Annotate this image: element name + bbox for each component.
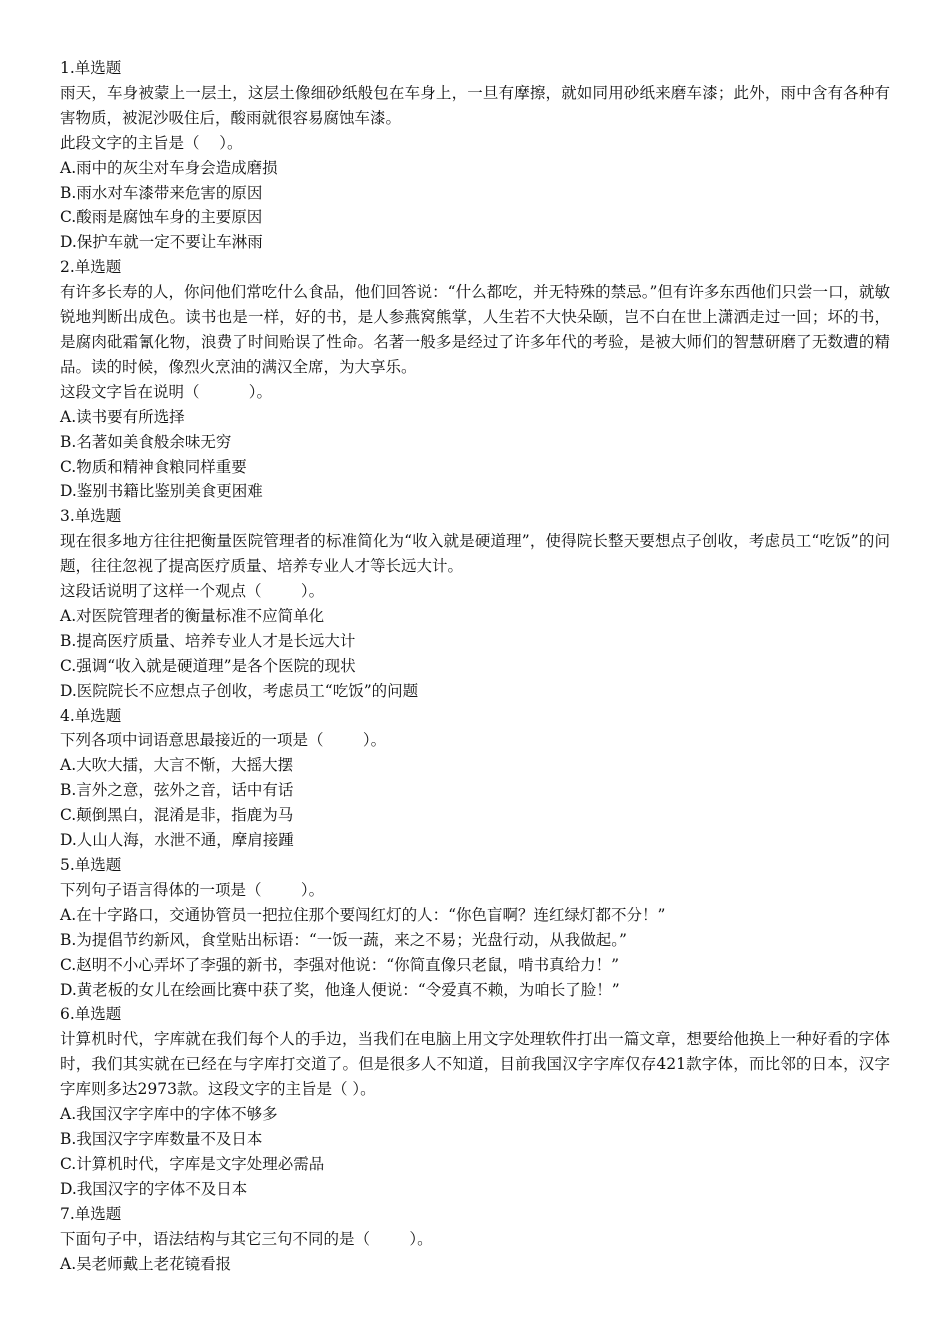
option-a: A.大吹大擂，大言不惭，大摇大摆 (60, 756, 294, 775)
option-a: A.对医院管理者的衡量标准不应简单化 (60, 606, 325, 625)
question-passage: 计算机时代，字库就在我们每个人的手边，当我们在电脑上用文字处理软件打出一篇文章，想要给他换上一种好看的字体时，我们其实就在已经在与字库打交道了。但是很多人不知道，目前我国汉字字库仅存421款字体，而比邻的日本，汉字字库则多达2973款。这段文字的主旨是（ ）。 (60, 1030, 890, 1099)
question-prompt: 下列句子语言得体的一项是（ ）。 (60, 880, 325, 899)
option-d: D.黄老板的女儿在绘画比赛中获了奖，他逢人便说：“令爱真不赖，为咱长了脸！” (60, 980, 620, 999)
option-c: C.酸雨是腐蚀车身的主要原因 (60, 208, 263, 227)
question-header: 4.单选题 (60, 706, 122, 725)
option-c: C.物质和精神食粮同样重要 (60, 457, 247, 476)
question-header: 3.单选题 (60, 507, 122, 526)
option-b: B.言外之意，弦外之音，话中有话 (60, 781, 294, 800)
question-header: 1.单选题 (60, 59, 122, 77)
option-a: A.读书要有所选择 (60, 407, 185, 426)
question-4 (60, 704, 890, 853)
question-header: 7.单选题 (60, 1204, 122, 1223)
question-header: 5.单选题 (60, 856, 122, 874)
question-prompt: 下列各项中词语意思最接近的一项是（ ）。 (60, 731, 387, 750)
option-d: D.人山人海，水泄不通，摩肩接踵 (60, 831, 294, 850)
option-c: C.赵明不小心弄坏了李强的新书，李强对他说：“你简直像只老鼠，啃书真给力！” (60, 955, 620, 974)
question-passage: 有许多长寿的人，你问他们常吃什么食品，他们回答说：“什么都吃，并无特殊的禁忌。”但有许多东西他们只尝一口，就敏锐地判断出成色。读书也是一样，好的书，是人参燕窝熊掌，人生若不大快朵颐，岂不白在世上潇洒走过一回；坏的书，是腐肉砒霜氰化物，浪费了时间贻误了性命。名著一般多是经过了许多年代的考验，是被大师们的智慧研磨了无数遭的精品。读的时候，像烈火烹油的满汉全席，为大享乐。 (60, 283, 890, 376)
option-b: B.雨水对车漆带来危害的原因 (60, 183, 263, 202)
question-5 (60, 853, 890, 1002)
option-c: C.强调“收入就是硬道理”是各个医院的现状 (60, 656, 356, 675)
question-7 (60, 1202, 890, 1277)
option-a: A.在十字路口，交通协管员一把拉住那个要闯红灯的人：“你色盲啊？连红绿灯都不分！” (60, 905, 666, 924)
option-b: B.我国汉字字库数量不及日本 (60, 1129, 263, 1148)
exam-page (60, 56, 890, 1276)
question-header: 6.单选题 (60, 1005, 122, 1024)
question-prompt: 此段文字的主旨是（ ）。 (60, 133, 243, 152)
question-prompt: 下面句子中，语法结构与其它三句不同的是（ ）。 (60, 1229, 433, 1248)
option-d: D.我国汉字的字体不及日本 (60, 1179, 248, 1198)
question-6 (60, 1002, 890, 1201)
option-d: D.鉴别书籍比鉴别美食更困难 (60, 482, 263, 501)
option-a: A.雨中的灰尘对车身会造成磨损 (60, 158, 278, 177)
option-c: C.计算机时代，字库是文字处理必需品 (60, 1154, 325, 1173)
question-prompt: 这段文字旨在说明（ ）。 (60, 382, 273, 401)
question-3 (60, 504, 890, 703)
option-a: A.吴老师戴上老花镜看报 (60, 1254, 232, 1273)
option-c: C.颠倒黑白，混淆是非，指鹿为马 (60, 806, 294, 825)
question-prompt: 这段话说明了这样一个观点（ ）。 (60, 582, 325, 601)
option-b: B.为提倡节约新风，食堂贴出标语：“一饭一蔬，来之不易；光盘行动，从我做起。” (60, 930, 627, 949)
option-b: B.名著如美食般余味无穷 (60, 432, 232, 451)
question-2 (60, 255, 890, 504)
option-b: B.提高医疗质量、培养专业人才是长远大计 (60, 631, 356, 650)
question-1 (60, 56, 890, 255)
question-passage: 现在很多地方往往把衡量医院管理者的标准简化为“收入就是硬道理”，使得院长整天要想点子创收，考虑员工“吃饭”的问题，往往忽视了提高医疗质量、培养专业人才等长远大计。 (60, 532, 890, 576)
option-d: D.保护车就一定不要让车淋雨 (60, 233, 263, 252)
option-d: D.医院院长不应想点子创收，考虑员工“吃饭”的问题 (60, 681, 419, 700)
question-passage: 雨天，车身被蒙上一层土，这层土像细砂纸般包在车身上，一旦有摩擦，就如同用砂纸来磨车漆；此外，雨中含有各种有害物质，被泥沙吸住后，酸雨就很容易腐蚀车漆。 (60, 83, 890, 127)
question-header: 2.单选题 (60, 258, 122, 277)
option-a: A.我国汉字字库中的字体不够多 (60, 1105, 278, 1124)
